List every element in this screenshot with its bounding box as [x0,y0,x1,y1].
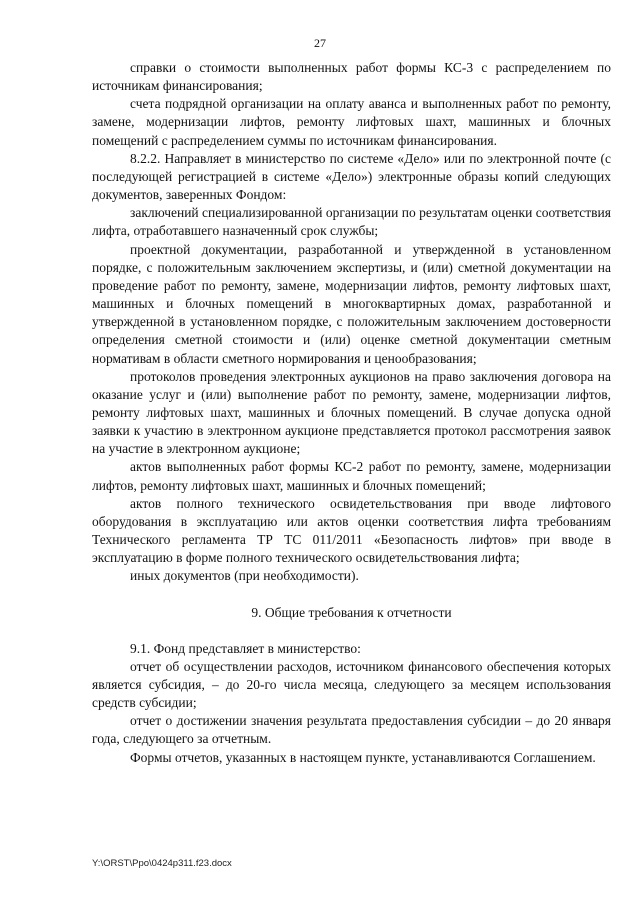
paragraph: актов выполненных работ формы КС-2 работ по ремонту, замене, модернизации лифтов, ремонту лифтовых шахт, машинных и блочных помещений; [92,459,611,493]
paragraph: 9.1. Фонд представляет в министерство: [130,640,361,656]
paragraph: отчет о достижении значения результата предоставления субсидии – до 20 января года, следующего за отчетным. [92,713,611,747]
page-number: 27 [314,36,326,50]
paragraph: справки о стоимости выполненных работ формы КС-3 с распределением по источникам финансирования; [92,60,611,94]
paragraph: заключений специализированной организации по результатам оценки соответствия лифта, отработавшего назначенный срок службы; [92,205,611,239]
footer-file-path: Y:\ORST\Ppo\0424p311.f23.docx [92,858,232,869]
section-heading: 9. Общие требования к отчетности [251,604,452,620]
paragraph: актов полного технического освидетельствования при вводе лифтового оборудования в эксплуатацию или актов оценки соответствия лифта требованиям Технического регламента ТР ТС 011/2011 «Безопасность лифтов» при вводе в эксплуатацию в форме полного технического освидетельствования лифта; [92,495,611,566]
paragraph: 8.2.2. Направляет в министерство по системе «Дело» или по электронной почте (с последующей регистрацией в системе «Дело») электронные образы копий следующих документов, заверенных Фондом: [92,150,611,203]
paragraph: Формы отчетов, указанных в настоящем пункте, устанавливаются Соглашением. [130,749,596,765]
paragraph: протоколов проведения электронных аукционов на право заключения договора на оказание услуг и (или) выполнение работ по ремонту, замене, модернизации лифтов, ремонту лифтовых шахт, машинных и блочных помещений. В случае допуска одной заявки к участию в электронном аукционе представляется протокол рассмотрения заявок на участие в электронном аукционе; [92,368,611,457]
paragraph: иных документов (при необходимости). [130,568,359,584]
paragraph: проектной документации, разработанной и утвержденной в установленном порядке, с положительным заключением экспертизы, и (или) сметной документации на проведение работ по ремонту, замене, модернизации лифтов, ремонту лифтовых шахт, машинных и блочных помещений в многоквартирных домах, разработанной и утвержденной в установленном порядке, с положительным заключением достоверности определения сметной стоимости и (или) оценке сметной документации сметным нормативам в области сметного нормирования и ценообразования; [92,241,611,366]
paragraph: счета подрядной организации на оплату аванса и выполненных работ по ремонту, замене, модернизации лифтов, ремонту лифтовых шахт, машинных и блочных помещений с распределением суммы по источникам финансирования. [92,96,611,148]
document-body [92,59,611,767]
paragraph: отчет об осуществлении расходов, источником финансового обеспечения которых является субсидия, – до 20-го числа месяца, следующего за месяцем использования средств субсидии; [92,658,611,711]
